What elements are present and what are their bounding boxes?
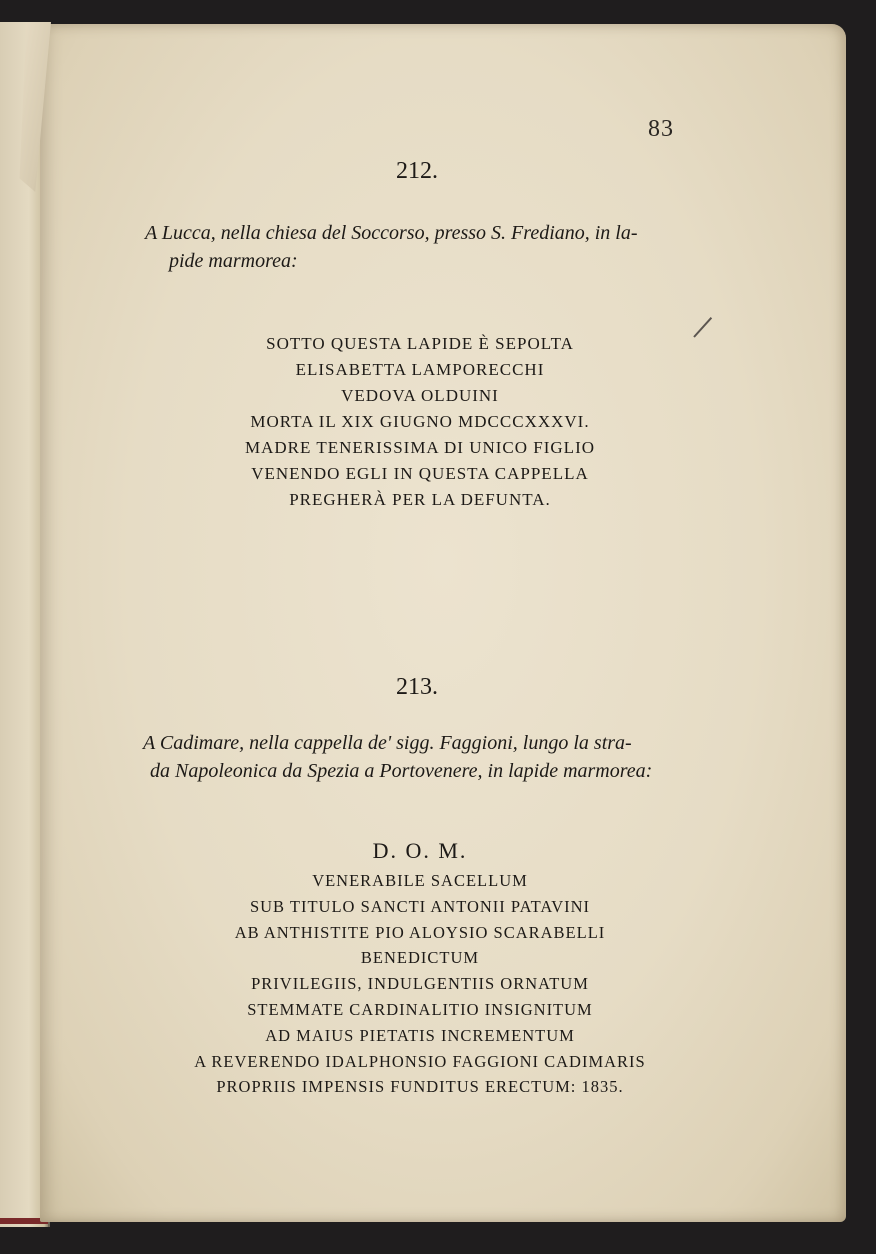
inscription-line: VEDOVA OLDUINI <box>341 386 499 405</box>
caption-line: pide marmorea: <box>169 250 298 272</box>
inscription-213 <box>160 868 680 1100</box>
inscription-heading-213: D. O. M. <box>372 838 468 863</box>
inscription-line: SOTTO QUESTA LAPIDE È SEPOLTA <box>266 334 574 353</box>
inscription-line: PROPRIIS IMPENSIS FUNDITUS ERECTUM: 1835. <box>216 1077 624 1097</box>
inscription-line: SUB TITULO SANCTI ANTONII PATAVINI <box>249 896 591 916</box>
entry-number-212: 212. <box>396 158 438 184</box>
inscription-line: A REVERENDO IDALPHONSIO FAGGIONI CADIMARIS <box>194 1051 646 1071</box>
page-number: 83 <box>648 116 674 142</box>
entry-number-213: 213. <box>396 674 438 700</box>
inscription-line: MADRE TENERISSIMA DI UNICO FIGLIO <box>244 438 596 457</box>
caption-line: da Napoleonica da Spezia a Portovenere, in lapide marmorea: <box>150 760 653 782</box>
inscription-line: AD MAIUS PIETATIS INCREMENTUM <box>265 1025 575 1045</box>
inscription-line: VENERABILE SACELLUM <box>312 871 528 890</box>
inscription-line: MORTA IL XIX GIUGNO MDCCCXXXVI. <box>250 412 590 431</box>
caption-line: A Lucca, nella chiesa del Soccorso, presso S. Frediano, in la- <box>145 222 638 244</box>
inscription-line: STEMMATE CARDINALITIO INSIGNITUM <box>247 999 593 1019</box>
caption-line: A Cadimare, nella cappella de' sigg. Faggioni, lungo la stra- <box>143 732 632 754</box>
inscription-line: PRIVILEGIIS, INDULGENTIIS ORNATUM <box>251 974 589 994</box>
inscription-212 <box>220 331 620 513</box>
entry-caption-213 <box>143 729 652 785</box>
inscription-line: BENEDICTUM <box>360 948 480 968</box>
entry-caption-212 <box>145 219 638 275</box>
inscription-line: PREGHERÀ PER LA DEFUNTA. <box>289 490 551 509</box>
inscription-line: AB ANTHISTITE PIO ALOYSIO SCARABELLI <box>234 922 606 942</box>
inscription-line: ELISABETTA LAMPORECCHI <box>295 360 545 379</box>
inscription-line: VENENDO EGLI IN QUESTA CAPPELLA <box>251 464 589 483</box>
